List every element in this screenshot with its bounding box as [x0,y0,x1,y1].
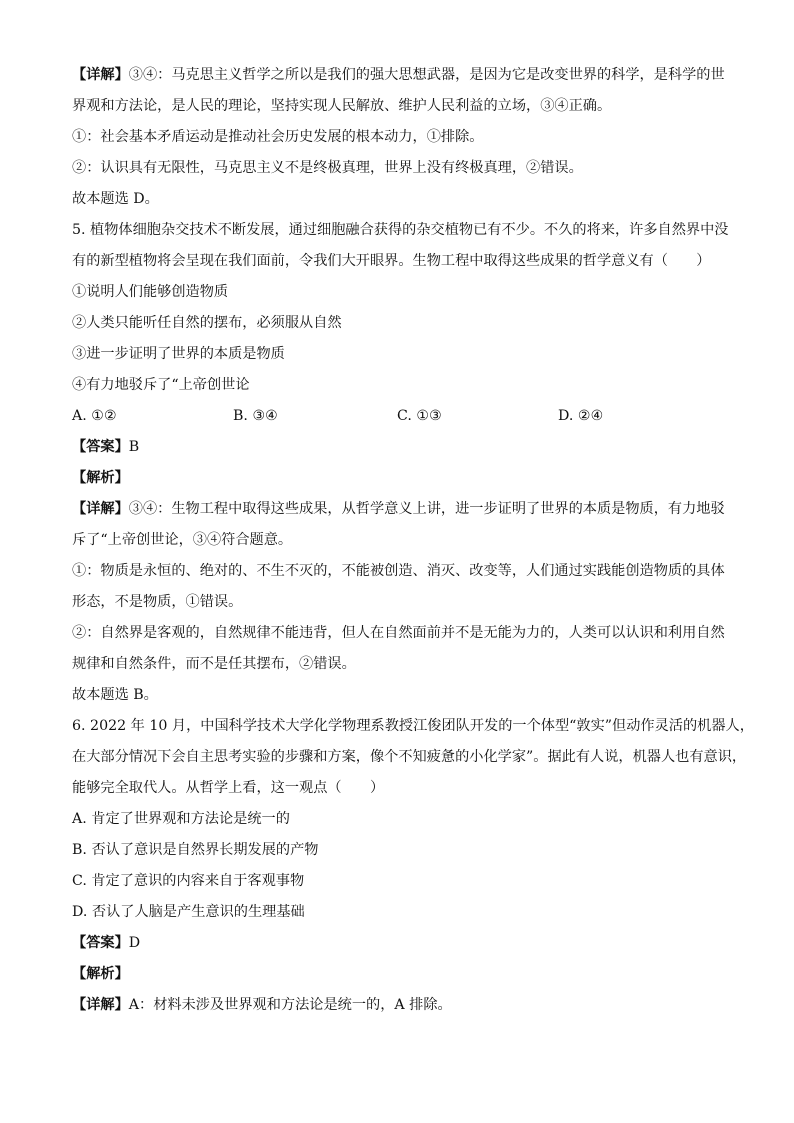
option-d: D. 否认了人脑是产生意识的生理基础 [72,904,305,920]
answer-line [72,432,732,463]
question-6-stem: 能够完全取代人。从哲学上看，这一观点（ ） [72,780,385,796]
explanation-line: 形态，不是物质，①错误。 [72,594,243,610]
question-6-stem: 6. 2022 年 10 月，中国科学技术大学化学物理系教授江俊团队开发的一个体型“敦实”但动作灵活的机器人， [72,718,754,734]
conclusion-line: 故本题选 D。 [72,191,159,207]
option-b: B. 否认了意识是自然界长期发展的产物 [72,842,319,858]
answer-line [72,928,732,959]
explanation-line: ②：认识具有无限性，马克思主义不是终极真理，世界上没有终极真理，②错误。 [72,160,583,176]
statement-3: ③进一步证明了世界的本质是物质 [72,346,285,362]
explanation-line: 【详解】A：材料未涉及世界观和方法论是统一的，A 排除。 [72,997,452,1013]
analysis-tag: 【解析】 [72,470,129,486]
explanation-line: ②：自然界是客观的，自然规律不能违背，但人在自然面前并不是无能为力的，人类可以认识和利用自然 [72,625,725,641]
statement-2: ②人类只能听任自然的摆布，必须服从自然 [72,315,342,331]
detail-tag: 【详解】 [72,67,129,83]
answer-tag: 【答案】 [72,439,129,455]
option-d: D. ②④ [558,408,604,424]
analysis-tag: 【解析】 [72,966,129,982]
question-6-stem: 在大部分情况下会自主思考实验的步骤和方案，像个不知疲惫的小化学家”。据此有人说，机器人也有意识， [72,749,747,765]
option-a: A. 肯定了世界观和方法论是统一的 [72,811,290,827]
answer-value: B [128,439,140,455]
answer-tag: 【答案】 [72,935,129,951]
detail-tag: 【详解】 [72,997,129,1013]
explanation-line: 【详解】③④：生物工程中取得这些成果，从哲学意义上讲，进一步证明了世界的本质是物质，有力地驳 [72,501,725,517]
explanation-line: 规律和自然条件，而不是任其摆布，②错误。 [72,656,356,672]
question-5-stem: 有的新型植物将会呈现在我们面前，令我们大开眼界。生物工程中取得这些成果的哲学意义有（ ） [72,253,711,269]
detail-tag: 【详解】 [72,501,129,517]
question-5-options [72,401,732,432]
answer-value: D [128,935,141,951]
explanation-line: 斥了“上帝创世论，③④符合题意。 [72,532,293,548]
conclusion-line: 故本题选 B。 [72,687,158,703]
question-5-stem: 5. 植物体细胞杂交技术不断发展，通过细胞融合获得的杂交植物已有不少。不久的将来，许多自然界中没 [72,222,729,238]
explanation-line: 【详解】③④：马克思主义哲学之所以是我们的强大思想武器，是因为它是改变世界的科学，是科学的世 [72,67,725,83]
option-b: B. ③④ [233,408,278,424]
explanation-line: ①：物质是永恒的、绝对的、不生不灭的，不能被创造、消灭、改变等，人们通过实践能创造物质的具体 [72,563,725,579]
option-c: C. ①③ [397,408,442,424]
option-a: A. ①② [72,408,117,424]
statement-1: ①说明人们能够创造物质 [72,284,229,300]
explanation-line: 界观和方法论，是人民的理论，坚持实现人民解放、维护人民利益的立场，③④正确。 [72,98,612,114]
explanation-line: ①：社会基本矛盾运动是推动社会历史发展的根本动力，①排除。 [72,129,484,145]
option-c: C. 肯定了意识的内容来自于客观事物 [72,873,305,889]
statement-4: ④有力地驳斥了“上帝创世论 [72,377,250,393]
document-page [72,60,754,1021]
